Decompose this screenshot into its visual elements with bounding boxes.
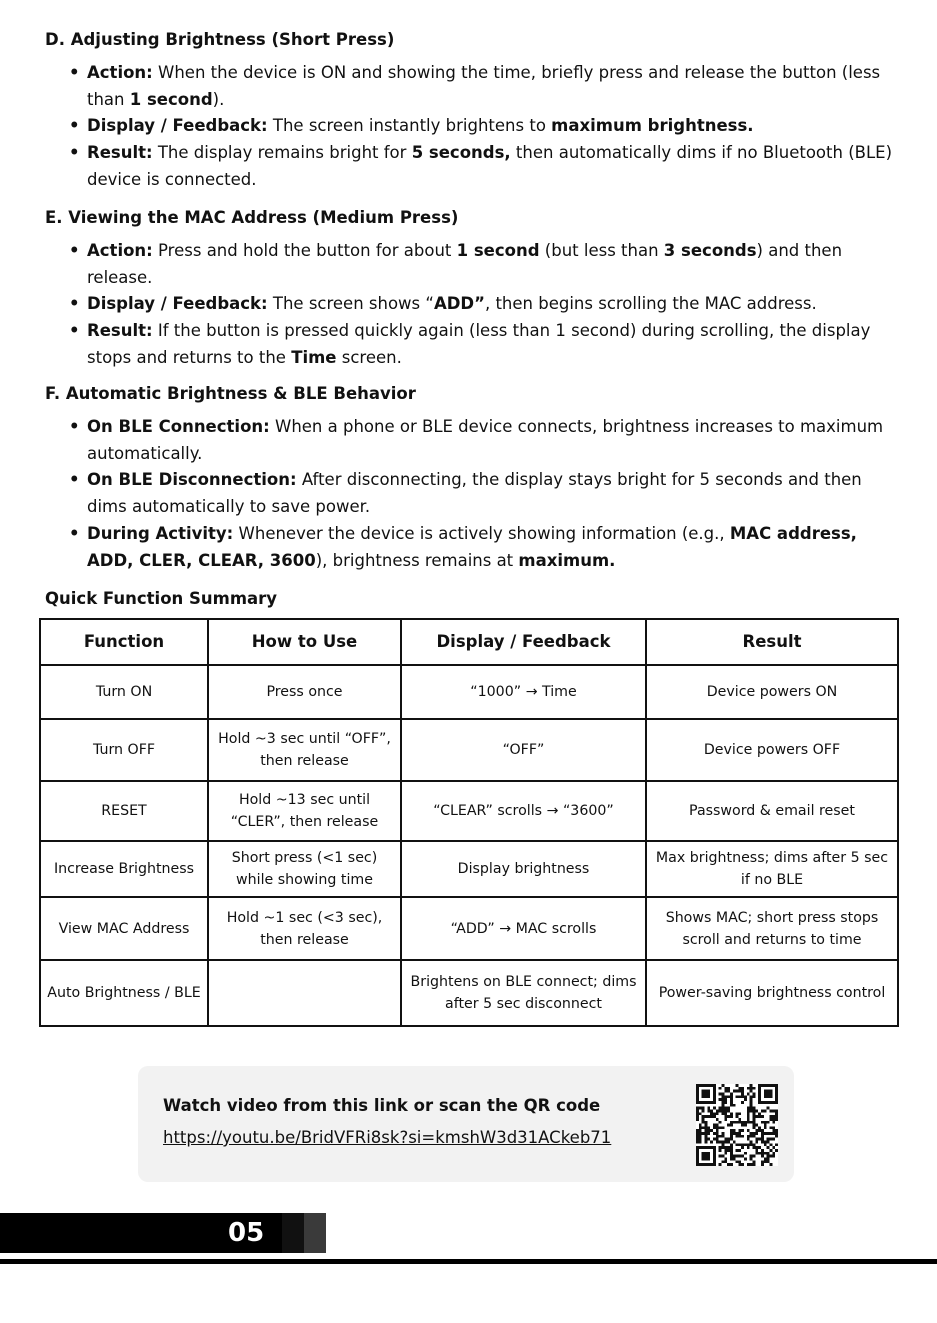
list-item: • On BLE Disconnection: After disconnecting, the display stays bright for 5 seconds and then dims automatically to save power.: [62, 467, 892, 520]
table-cell: Password & email reset: [646, 781, 898, 841]
summary-table: [39, 618, 899, 1027]
table-cell: “CLEAR” scrolls → “3600”: [401, 781, 646, 841]
list-item: • During Activity: Whenever the device is actively showing information (e.g., MAC address, ADD, CLER, CLEAR, 3600), brightness remains at maximum.: [62, 521, 892, 574]
footer-bar-accent: [304, 1213, 326, 1253]
table-cell: Auto Brightness / BLE: [40, 960, 208, 1026]
table-row: [40, 665, 898, 719]
table-cell: Turn OFF: [40, 719, 208, 781]
table-row: [40, 719, 898, 781]
video-callout: [138, 1066, 794, 1182]
column-header-display-feedback: Display / Feedback: [401, 619, 646, 665]
table-cell: Max brightness; dims after 5 sec if no BLE: [646, 841, 898, 897]
list-item: • Result: If the button is pressed quickly again (less than 1 second) during scrolling, the display stops and returns to the Time screen.: [62, 318, 892, 371]
list-item: • Action: Press and hold the button for about 1 second (but less than 3 seconds) and then release.: [62, 238, 892, 291]
table-cell: RESET: [40, 781, 208, 841]
section-f-list: [62, 414, 892, 574]
section-d-title: D. Adjusting Brightness (Short Press): [45, 30, 395, 49]
table-cell: Short press (<1 sec) while showing time: [208, 841, 401, 897]
page-number: 05: [228, 1218, 265, 1248]
table-row: [40, 897, 898, 960]
table-row: [40, 781, 898, 841]
table-cell: “1000” → Time: [401, 665, 646, 719]
column-header-function: Function: [40, 619, 208, 665]
footer-bar-accent: [282, 1213, 304, 1253]
table-cell: Power-saving brightness control: [646, 960, 898, 1026]
table-cell: View MAC Address: [40, 897, 208, 960]
table-cell: Turn ON: [40, 665, 208, 719]
qr-code-icon[interactable]: [696, 1084, 778, 1166]
table-cell: Increase Brightness: [40, 841, 208, 897]
summary-title: Quick Function Summary: [45, 589, 278, 608]
list-item: • Result: The display remains bright for 5 seconds, then automatically dims if no Bluetooth (BLE) device is connected.: [62, 140, 892, 193]
table-cell: Device powers OFF: [646, 719, 898, 781]
table-cell: Hold ~13 sec until “CLER”, then release: [208, 781, 401, 841]
column-header-result: Result: [646, 619, 898, 665]
footer-rule: [0, 1259, 937, 1264]
table-cell: “ADD” → MAC scrolls: [401, 897, 646, 960]
section-d-list: [62, 60, 892, 194]
list-item: • On BLE Connection: When a phone or BLE device connects, brightness increases to maximum automatically.: [62, 414, 892, 467]
list-item: • Action: When the device is ON and showing the time, briefly press and release the button (less than 1 second).: [62, 60, 892, 113]
table-cell: [208, 960, 401, 1026]
table-row: [40, 960, 898, 1026]
table-cell: Hold ~3 sec until “OFF”, then release: [208, 719, 401, 781]
table-header-row: [40, 619, 898, 665]
section-e-title: E. Viewing the MAC Address (Medium Press): [45, 208, 459, 227]
table-cell: Display brightness: [401, 841, 646, 897]
table-cell: Press once: [208, 665, 401, 719]
table-cell: Shows MAC; short press stops scroll and returns to time: [646, 897, 898, 960]
table-cell: Device powers ON: [646, 665, 898, 719]
section-e-list: [62, 238, 892, 372]
column-header-how-to-use: How to Use: [208, 619, 401, 665]
table-row: [40, 841, 898, 897]
video-callout-title: Watch video from this link or scan the QR code: [163, 1096, 601, 1115]
table-cell: “OFF”: [401, 719, 646, 781]
table-cell: Brightens on BLE connect; dims after 5 sec disconnect: [401, 960, 646, 1026]
table-cell: Hold ~1 sec (<3 sec), then release: [208, 897, 401, 960]
list-item: • Display / Feedback: The screen instantly brightens to maximum brightness.: [62, 113, 892, 140]
list-item: • Display / Feedback: The screen shows “ADD”, then begins scrolling the MAC address.: [62, 291, 892, 318]
video-link[interactable]: https://youtu.be/BridVFRi8sk?si=kmshW3d31ACkeb71: [163, 1128, 612, 1147]
section-f-title: F. Automatic Brightness & BLE Behavior: [45, 384, 416, 403]
